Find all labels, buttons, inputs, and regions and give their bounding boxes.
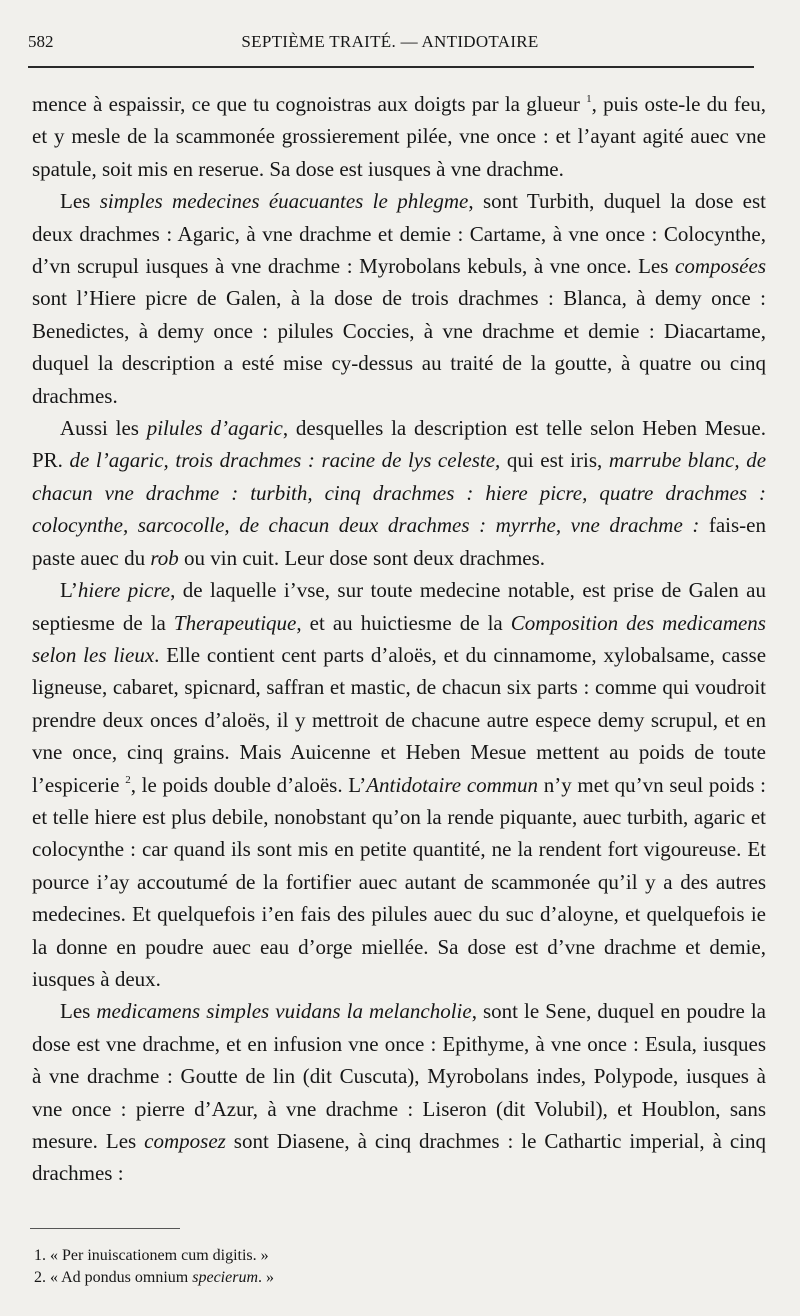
- text-run: L’: [60, 578, 78, 603]
- italic-run: specierum: [192, 1269, 258, 1286]
- paragraph-3: [32, 412, 766, 574]
- text-run: ou vin cuit. Leur dose sont deux drachmes.: [178, 545, 546, 570]
- italic-run: Antidotaire commun: [366, 772, 538, 797]
- text-run: sont l’Hiere picre de Galen, à la dose de trois drachmes : Blanca, à demy once : Benedictes, à demy once : pilules Coccies, à vne drachme et demie : Diacartame, duquel la description a esté mise cy-dessus au traité de la goutte, à quatre ou cinq drachmes.: [32, 286, 766, 408]
- running-header: [28, 30, 752, 60]
- italic-run: composez: [144, 1129, 226, 1153]
- footnote-ref-1: 1: [586, 93, 592, 105]
- text-run: , sont le Sene, duquel en poudre la dose est vne drachme, et en infusion vne once : Epithyme, à vne once : Esula, iusques à vne drachme : Goutte de lin (dit Cuscuta), Myrobolans indes, Polypode, iusques à vne once : pierre d’Azur, à vne drachme : Liseron (dit Volubil), et Houblon, sans mesure. Les: [32, 999, 766, 1153]
- italic-run: Therapeutique: [173, 610, 297, 635]
- italic-run: pilules d’agaric: [146, 416, 283, 441]
- italic-run: hiere picre: [77, 578, 171, 603]
- text-run: n’y met qu’vn seul poids : et telle hiere est plus debile, nonobstant qu’on la rende piquante, auec turbith, agaric et colocynthe : car quand ils sont mis en petite quantité, ne la rendent fort vigoureuse. Et pource i’ay accoutumé de la fortifier auec autant de scammonée qu’il y a des autres medecines. Et quelquefois i’en fais des pilules auec du suc d’aloyne, et quelquefois ie la donne en poudre auec eau d’orge miellée. Sa dose est d’vne drachme et demie, iusques à deux.: [32, 772, 766, 991]
- footnote-text: « Per inuiscationem cum digitis. »: [50, 1247, 269, 1264]
- text-run: Les: [60, 999, 97, 1024]
- text-run: mence à espaissir, ce que tu cognoistras aux doigts par la glueur: [32, 92, 587, 116]
- text-run: qui est iris,: [500, 448, 609, 473]
- text-run: Aussi les: [60, 416, 147, 441]
- italic-run: Composition des medicamens selon les lieux: [32, 610, 766, 667]
- footnote-ref-2: 2: [125, 773, 131, 786]
- footnote-number: 2.: [34, 1269, 46, 1286]
- running-title: SEPTIÈME TRAITÉ. — ANTIDOTAIRE: [241, 32, 539, 51]
- footnote-1: [34, 1246, 269, 1266]
- footnote-text: « Ad pondus omnium: [50, 1269, 193, 1286]
- text-run: , et au huictiesme de la: [296, 610, 511, 635]
- italic-run: composées: [675, 254, 766, 279]
- footnote-2: [34, 1268, 274, 1288]
- text-run: sont Diasene, à cinq drachmes : le Cathartic imperial, à cinq drachmes :: [32, 1129, 767, 1186]
- text-run: , desquelles la description est telle selon Heben Mesue. PR.: [32, 416, 766, 473]
- italic-run: medicamens simples vuidans la melancholie: [96, 999, 472, 1024]
- paragraph-5: [32, 995, 766, 1189]
- footnote-text: . »: [258, 1269, 274, 1286]
- body-text: [32, 88, 766, 1190]
- page-number: 582: [28, 32, 54, 51]
- paragraph-4: [32, 574, 766, 995]
- text-run: Les: [60, 189, 100, 214]
- text-run: . Elle contient cent parts d’aloës, et du cinnamome, xylobalsame, casse ligneuse, cabaret, spicnard, saffran et mastic, de chacun six parts : comme qui voudroit prendre deux onces d’aloës, il y mettroit de chacune autre espece demy scrupul, et en vne once, cinq grains. Mais Auicenne et Heben Mesue mettent au poids de toute l’espicerie: [32, 642, 767, 797]
- paragraph-2: [32, 185, 766, 412]
- text-run: , puis oste-le du feu, et y mesle de la scammonée grossierement pilée, vne once : et l’ayant agité auec vne spatule, soit mis en reserue. Sa dose est iusques à vne drachme.: [32, 92, 766, 181]
- text-run: , de laquelle i’vse, sur toute medecine notable, est prise de Galen au septiesme de la: [32, 578, 766, 635]
- text-run: fais-en paste auec du: [32, 513, 766, 570]
- paragraph-1: [32, 88, 766, 185]
- italic-run: simples medecines éuacuantes le phlegme: [99, 189, 469, 214]
- footnote-rule: [30, 1228, 180, 1229]
- text-run: , sont Turbith, duquel la dose est deux drachmes : Agaric, à vne drachme et demie : Cartame, à vne once : Colocynthe, d’vn scrupul iusques à vne drachme : Myrobolans kebuls, à vne once. Les: [32, 189, 766, 279]
- footnote-number: 1.: [34, 1247, 46, 1264]
- italic-run: de l’agaric, trois drachmes : racine de lys celeste,: [69, 448, 501, 473]
- italic-run: marrube blanc, de chacun vne drachme : turbith, cinq drachmes : hiere picre, quatre drachmes : colocynthe, sarcocolle, de chacun deux drachmes : myrrhe, vne drachme :: [32, 448, 767, 538]
- header-rule: [28, 66, 754, 68]
- italic-run: rob: [150, 545, 179, 570]
- text-run: , le poids double d’aloës. L’: [130, 772, 367, 797]
